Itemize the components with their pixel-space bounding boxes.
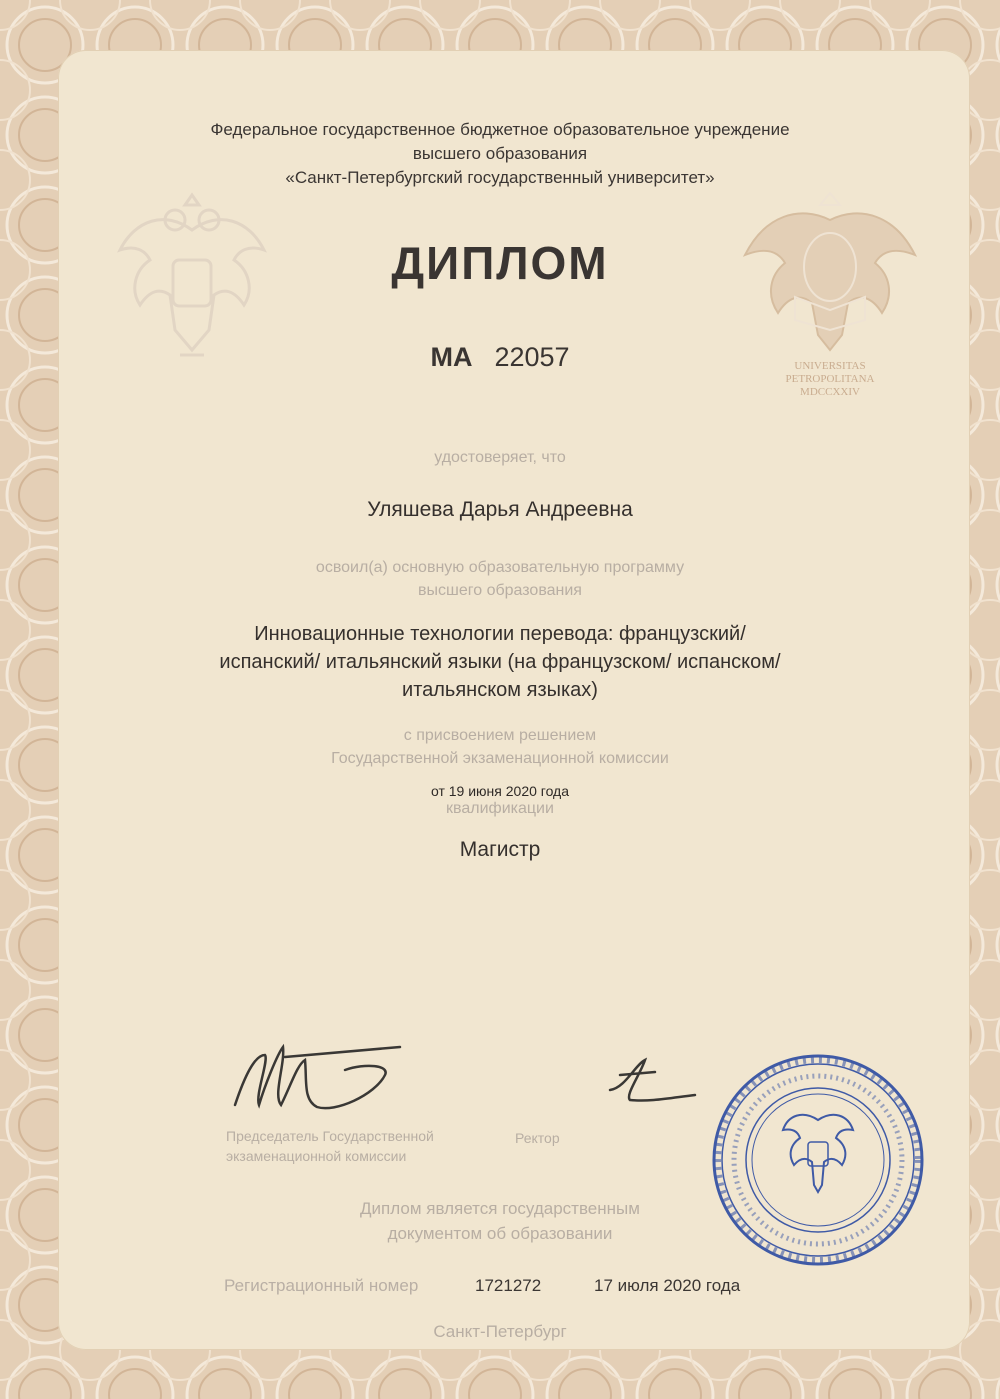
chair-signature-icon — [225, 1035, 415, 1125]
chair-label — [226, 1126, 434, 1166]
institution-header — [0, 118, 1000, 190]
serial-prefix: МА — [430, 342, 473, 372]
awarding-text — [0, 724, 1000, 770]
registration-number: 1721272 — [475, 1276, 542, 1295]
awarding-line-2: Государственной экзаменационной комиссии — [331, 750, 669, 767]
rector-label: Ректор — [515, 1130, 560, 1146]
diploma-serial — [0, 342, 1000, 373]
serial-number: 22057 — [494, 342, 570, 372]
program-line-2: испанский/ итальянский языки (на французском/ испанском/ — [219, 651, 781, 673]
chair-label-line-2: экзаменационной комиссии — [226, 1148, 407, 1164]
footer-note — [0, 1196, 1000, 1246]
footer-line-2: документом об образовании — [387, 1224, 613, 1243]
chair-label-line-1: Председатель Государственной — [226, 1128, 434, 1144]
certifies-text: удостоверяет, что — [434, 449, 566, 466]
graduate-name: Уляшева Дарья Андреевна — [367, 498, 633, 521]
registration-date: 17 июля 2020 года — [594, 1276, 741, 1295]
institution-line-1: Федеральное государственное бюджетное образовательное учреждение — [210, 120, 790, 139]
mastered-line-2: высшего образования — [418, 582, 582, 599]
program-line-1: Инновационные технологии перевода: французский/ — [254, 623, 746, 645]
program-line-3: итальянском языках) — [402, 679, 598, 701]
registration-label: Регистрационный номер — [224, 1276, 419, 1295]
rector-signature-icon — [600, 1050, 700, 1110]
decision-date: от 19 июня 2020 года — [430, 783, 570, 799]
mastered-text — [0, 556, 1000, 602]
city: Санкт-Петербург — [433, 1322, 567, 1341]
qualification-value: Магистр — [459, 838, 541, 861]
document-title: ДИПЛОМ — [391, 237, 609, 289]
program-name — [0, 620, 1000, 704]
institution-line-2: высшего образования — [412, 144, 588, 163]
mastered-line-1: освоил(а) основную образовательную программу — [315, 559, 685, 576]
institution-line-3: «Санкт-Петербургский государственный университет» — [285, 168, 715, 187]
qualification-label: квалификации — [446, 800, 554, 817]
crest-motto-line-2: PETROPOLITANA — [785, 373, 875, 385]
awarding-line-1: с присвоением решением — [403, 727, 597, 744]
footer-line-1: Диплом является государственным — [360, 1199, 640, 1218]
crest-motto-line-1: UNIVERSITAS — [794, 360, 866, 372]
crest-motto-line-3: MDCCXXIV — [800, 386, 860, 398]
